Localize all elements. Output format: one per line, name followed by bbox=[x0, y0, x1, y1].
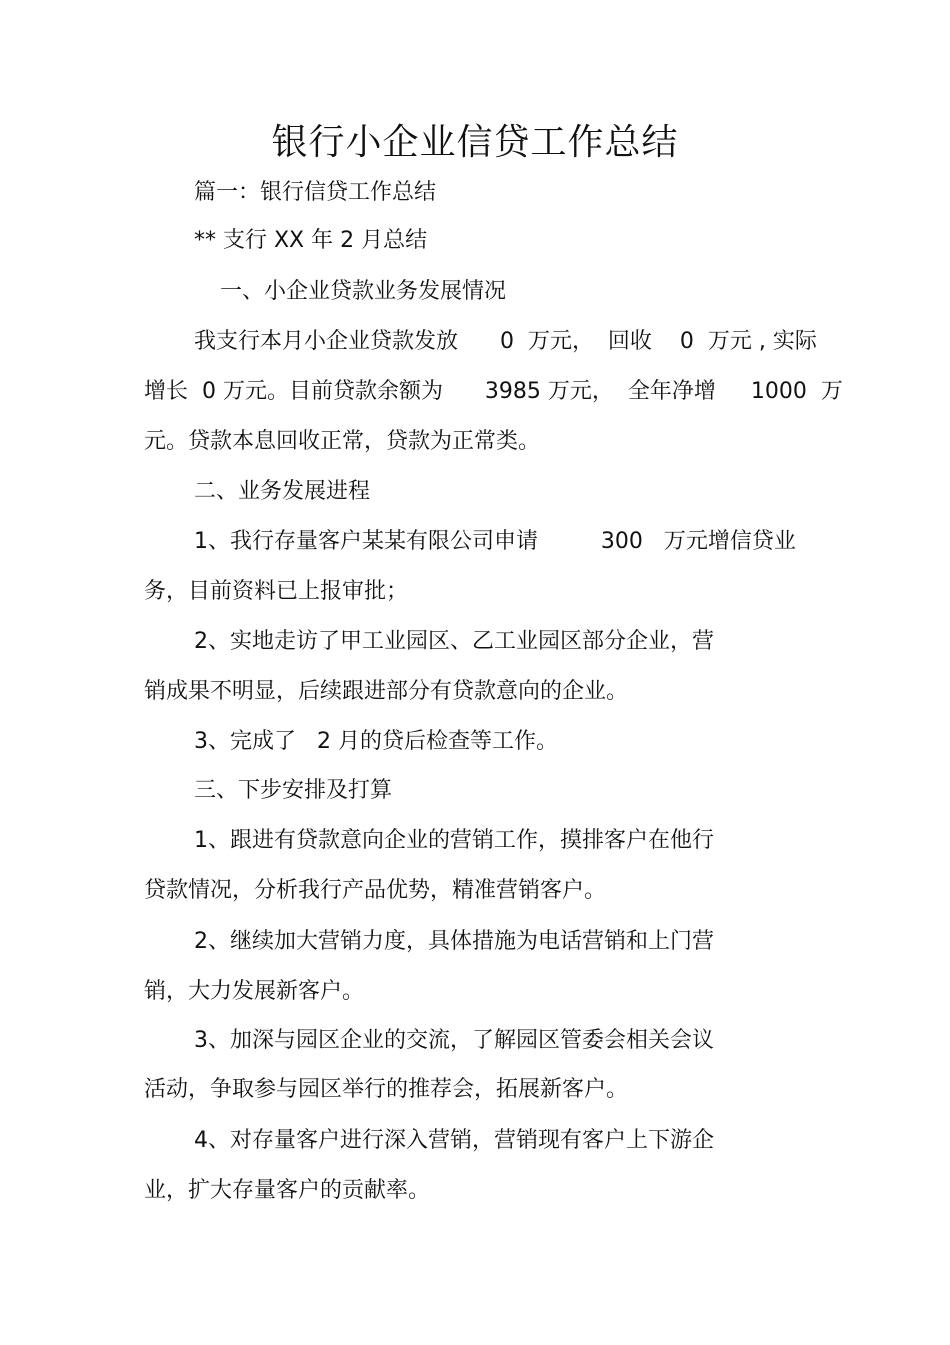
paragraph-line: 业，扩大存量客户的贡献率。 bbox=[144, 1178, 431, 1203]
paragraph-line: 2、继续加大营销力度，具体措施为电话营销和上门营 bbox=[194, 929, 714, 954]
section-heading-part-one: 篇一：银行信贷工作总结 bbox=[194, 180, 437, 205]
paragraph-line: 1、跟进有贷款意向企业的营销工作，摸排客户在他行 bbox=[194, 828, 714, 853]
paragraph-line: 1、我行存量客户某某有限公司申请 300 万元增信贷业 bbox=[194, 529, 796, 554]
section-heading-2: 二、业务发展进程 bbox=[194, 479, 371, 504]
paragraph-line: 务，目前资料已上报审批； bbox=[144, 579, 409, 604]
paragraph-line: 贷款情况，分析我行产品优势，精准营销客户。 bbox=[144, 878, 607, 903]
paragraph-line: 4、对存量客户进行深入营销，营销现有客户上下游企 bbox=[194, 1128, 714, 1153]
paragraph-line: 元。贷款本息回收正常，贷款为正常类。 bbox=[144, 429, 541, 454]
section-heading-1: 一、小企业贷款业务发展情况 bbox=[220, 279, 507, 304]
paragraph-line: 2、实地走访了甲工业园区、乙工业园区部分企业，营 bbox=[194, 629, 714, 654]
paragraph-line: 销，大力发展新客户。 bbox=[144, 979, 365, 1004]
paragraph-line: 3、加深与园区企业的交流，了解园区管委会相关会议 bbox=[194, 1028, 714, 1053]
paragraph-line: 活动，争取参与园区举行的推荐会，拓展新客户。 bbox=[144, 1077, 629, 1102]
document-title: 银行小企业信贷工作总结 bbox=[271, 122, 679, 163]
paragraph-line: 我支行本月小企业贷款发放 0 万元， 回收 0 万元 , 实际 bbox=[194, 329, 817, 354]
section-heading-3: 三、下步安排及打算 bbox=[194, 778, 393, 803]
report-subtitle: ** 支行 XX 年 2 月总结 bbox=[194, 228, 428, 253]
paragraph-line: 增长 0 万元。目前贷款余额为 3985 万元， 全年净增 1000 万 bbox=[144, 379, 843, 404]
paragraph-line: 销成果不明显，后续跟进部分有贷款意向的企业。 bbox=[144, 679, 629, 704]
paragraph-line: 3、完成了 2 月的贷后检查等工作。 bbox=[194, 729, 558, 754]
